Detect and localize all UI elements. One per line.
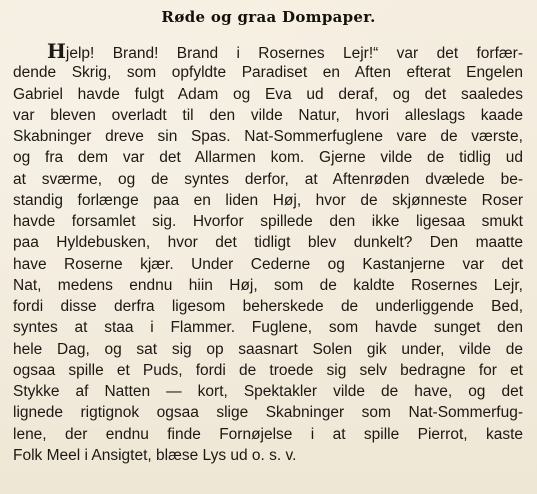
article-title: Røde og graa Dompaper. [161, 8, 376, 26]
text-line: Stykke af Natten — kort, Spektakler vilde de have, og det [13, 383, 523, 400]
text-line: og fra dem var det Allarmen kom. Gjerne vilde de tidlig ud [13, 149, 523, 167]
text-line: Nat, medens endnu hiin Høj, som de kaldte Rosernes Lejr, [13, 276, 523, 294]
text-line: syntes at staa i Flammer. Fuglene, som havde sunget den [13, 319, 523, 337]
text-line [13, 41, 523, 62]
drop-cap: H [47, 39, 66, 63]
text-line: var bleven overladt til den vilde Natur, hvori alleslags kaade [13, 106, 523, 124]
text-line: standig forlænge paa en liden Høj, hvor de skjønneste Roser [13, 191, 523, 209]
text-line: fordi disse derfra ligesom beherskede de underliggende Bed, [13, 298, 523, 315]
text-line: havde forsamlet sig. Hvorfor spillede den ikke ligesaa smukt [13, 213, 523, 230]
text-line: Folk Meel i Ansigtet, blæse Lys ud o. s. v. [13, 446, 297, 464]
text-line: hele Dag, og sat sig op saasnart Solen gik under, vilde de [13, 340, 523, 358]
text-line: at sværme, og de syntes derfor, at Aftenrøden dvælede be- [13, 170, 523, 188]
text-line: lene, der endnu finde Fornøjelse i at spille Pierrot, kaste [13, 425, 523, 443]
text-line: ogsaa spille et Puds, fordi de troede sig selv bedragne for et [13, 361, 523, 379]
text-line: Skabninger dreve sin Spas. Nat-Sommerfuglene vare de værste, [13, 128, 523, 145]
article-body [13, 41, 523, 466]
text-line: lignede rigtignok ogsaa slige Skabninger som Nat-Sommerfug- [13, 404, 523, 422]
text-line: Gabriel havde fulgt Adam og Eva ud deraf, og det saaledes [13, 85, 523, 103]
text-line: paa Hyldebusken, hvor det tidligt blev dunkelt? Den maatte [13, 234, 523, 252]
first-line-text: jelp! Brand! Brand i Rosernes Lejr!“ var det forfær- [65, 45, 523, 62]
text-line: have Roserne kjær. Under Cederne og Kastanjerne var det [13, 255, 523, 273]
text-line: dende Skrig, som opfyldte Paradiset en Aften efterat Engelen [13, 64, 523, 82]
